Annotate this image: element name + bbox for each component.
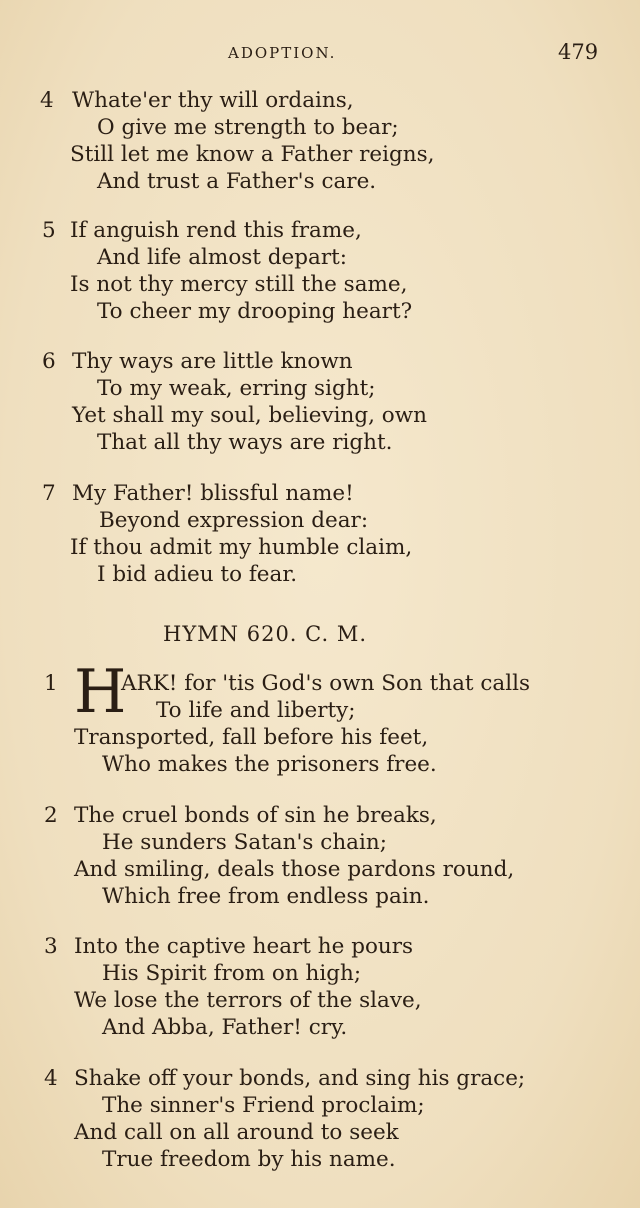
verse-line: We lose the terrors of the slave, (74, 988, 422, 1013)
hymn-title: HYMN 620. C. M. (163, 622, 368, 646)
verse-line: To my weak, erring sight; (97, 376, 376, 401)
stanza-number: 4 (44, 1066, 58, 1091)
verse-line: Into the captive heart he pours (74, 934, 414, 959)
verse-line: And smiling, deals those pardons round, (74, 857, 515, 882)
verse-line: Transported, fall before his feet, (74, 725, 429, 750)
verse-line: Still let me know a Father reigns, (70, 142, 435, 167)
verse-line: His Spirit from on high; (102, 961, 362, 986)
stanza-number: 4 (40, 88, 54, 113)
verse-line: I bid adieu to fear. (97, 562, 298, 587)
verse-line: And life almost depart: (97, 245, 348, 270)
page-number: 479 (558, 40, 599, 64)
verse-line: That all thy ways are right. (97, 430, 393, 455)
verse-line: To life and liberty; (156, 698, 356, 723)
drop-cap: H (74, 657, 127, 727)
verse-line: The sinner's Friend proclaim; (102, 1093, 425, 1118)
verse-line: My Father! blissful name! (72, 481, 354, 506)
verse-line: Whate'er thy will ordains, (72, 88, 354, 113)
verse-line: Yet shall my soul, believing, own (72, 403, 428, 428)
verse-line: And trust a Father's care. (97, 169, 377, 194)
verse-line: Beyond expression dear: (99, 508, 369, 533)
verse-line: The cruel bonds of sin he breaks, (74, 803, 437, 828)
stanza-number: 6 (42, 349, 56, 374)
stanza-number: 3 (44, 934, 58, 959)
stanza-number: 7 (42, 481, 56, 506)
verse-line: O give me strength to bear; (97, 115, 399, 140)
verse-line: True freedom by his name. (102, 1147, 396, 1172)
verse-line: ARK! for 'tis God's own Son that calls (121, 671, 531, 696)
verse-line: He sunders Satan's chain; (102, 830, 387, 855)
verse-line: If anguish rend this frame, (70, 218, 362, 243)
verse-line: Shake off your bonds, and sing his grace; (74, 1066, 526, 1091)
stanza-number: 1 (44, 671, 58, 696)
verse-line: Which free from endless pain. (102, 884, 430, 909)
verse-line: To cheer my drooping heart? (97, 299, 413, 324)
verse-line: And Abba, Father! cry. (102, 1015, 348, 1040)
running-title: ADOPTION. (228, 44, 337, 62)
verse-line: Thy ways are little known (72, 349, 353, 374)
verse-line: If thou admit my humble claim, (70, 535, 413, 560)
stanza-number: 2 (44, 803, 58, 828)
stanza-number: 5 (42, 218, 56, 243)
running-head (0, 40, 640, 68)
verse-line: And call on all around to seek (74, 1120, 399, 1145)
verse-line: Is not thy mercy still the same, (70, 272, 408, 297)
verse-line: Who makes the prisoners free. (102, 752, 437, 777)
